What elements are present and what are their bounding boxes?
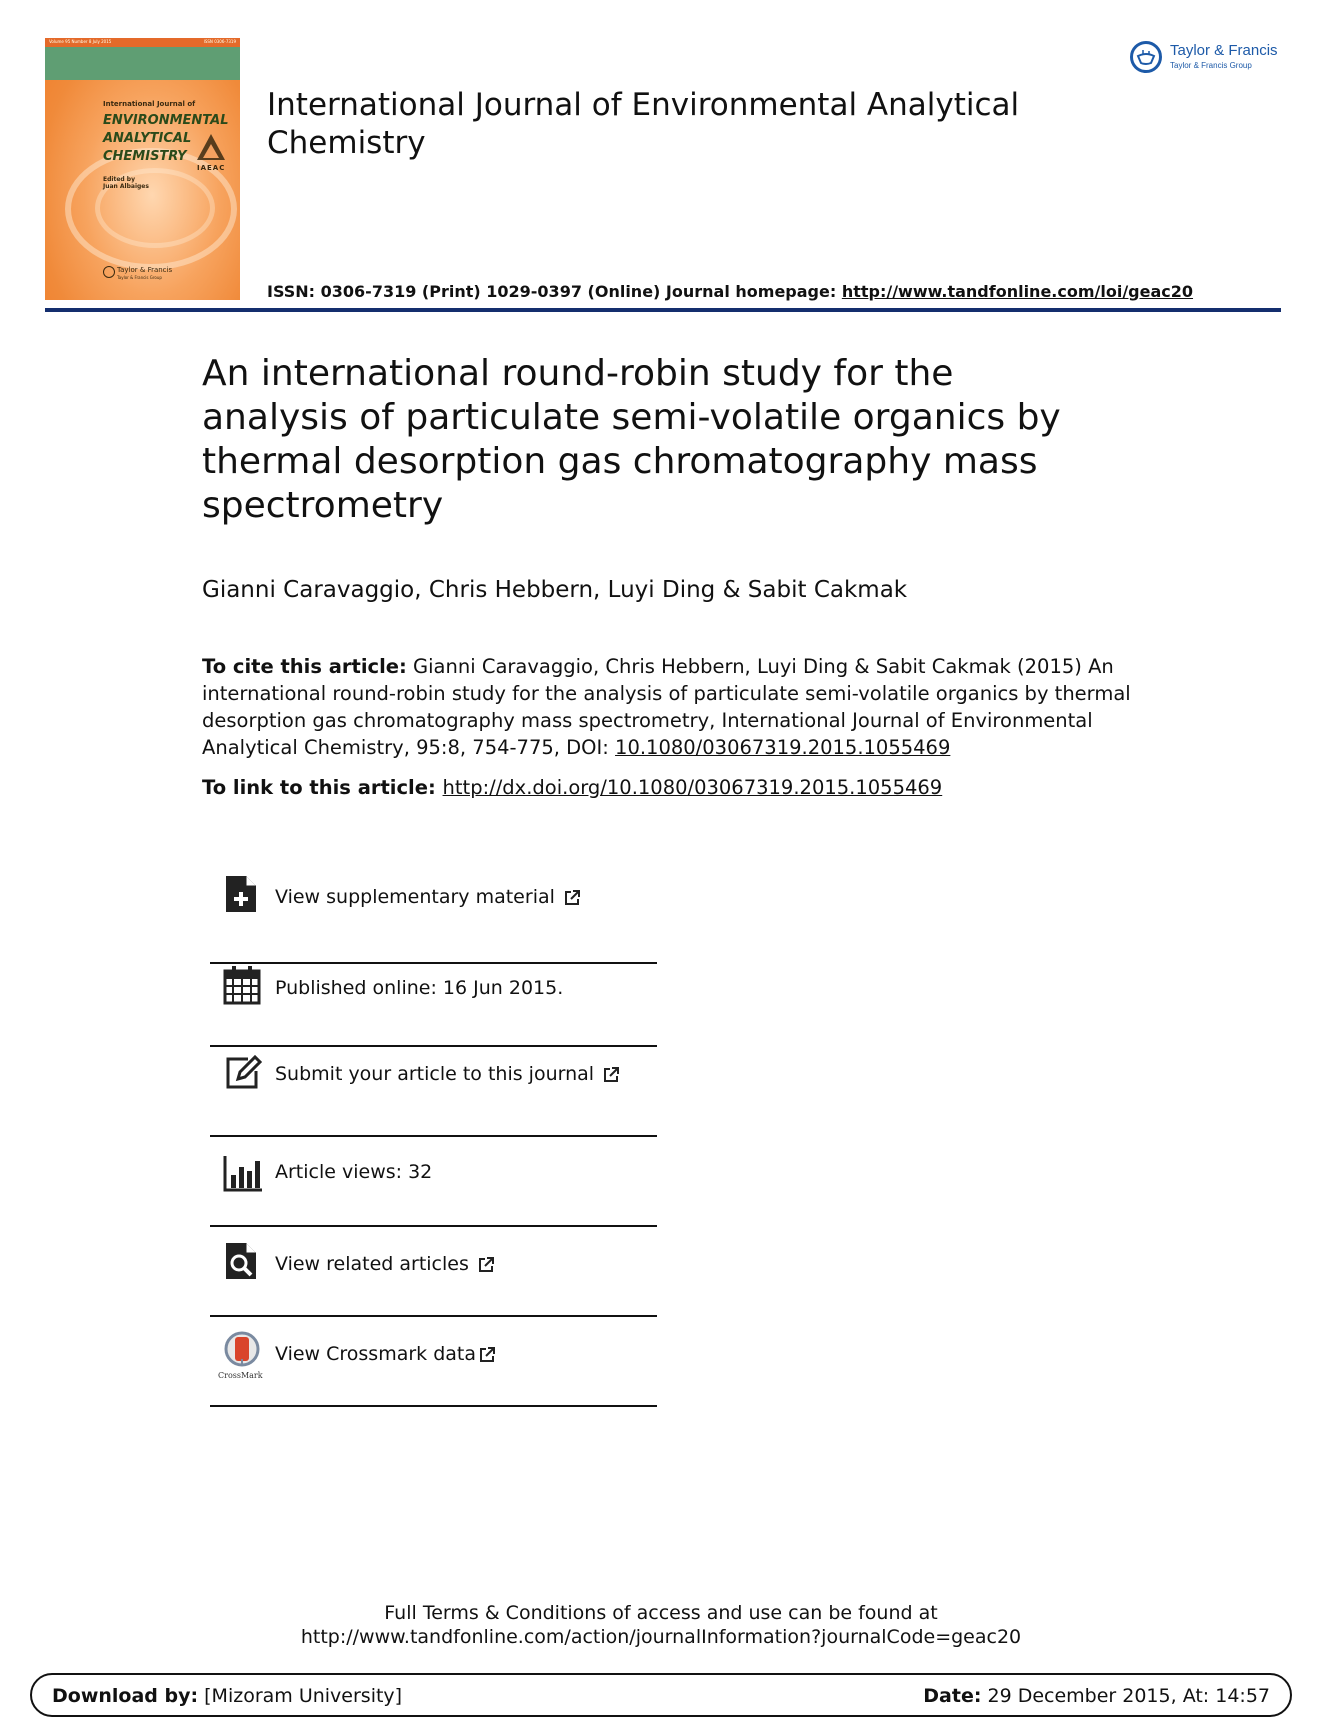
info-item-label: [275, 1343, 496, 1365]
journal-title: International Journal of Environmental Analytical Chemistry: [267, 87, 1020, 161]
external-link-icon: [478, 1346, 496, 1364]
article-authors: Gianni Caravaggio, Chris Hebbern, Luyi Ding & Sabit Cakmak: [202, 577, 908, 603]
info-item-supplementary[interactable]: [210, 874, 657, 964]
cover-publisher: Taylor & Francis: [117, 266, 173, 274]
article-link-line: [202, 776, 942, 799]
cover-title-small: International Journal of: [103, 100, 196, 108]
cover-band-issn: ISSN 0306-7319: [203, 39, 236, 44]
cover-editor: Edited by Juan Albaiges: [103, 176, 149, 190]
cover-publisher-sub: Taylor & Francis Group: [117, 275, 162, 280]
info-item-label: [275, 1253, 495, 1275]
info-item-label: [275, 1063, 620, 1085]
external-link-icon: [563, 889, 581, 907]
date-label: Date:: [923, 1685, 982, 1707]
external-link-icon: [602, 1066, 620, 1084]
info-item-crossmark[interactable]: [210, 1317, 657, 1407]
file-plus-icon: [222, 874, 262, 914]
journal-cover-image: [45, 38, 240, 300]
citation-block: [202, 653, 1142, 761]
terms-notice: [0, 1601, 1322, 1649]
header-divider: [45, 308, 1281, 312]
info-item-submit[interactable]: [210, 1047, 657, 1137]
supplementary-label: View supplementary material: [275, 886, 555, 908]
article-title: An international round-robin study for the analysis of particulate semi-volatile organics by thermal desorption gas chromatography mass spectrometry: [202, 353, 1061, 526]
cover-org: IAEAC: [197, 164, 226, 172]
link-label: To link to this article:: [202, 776, 443, 799]
download-by: [52, 1685, 402, 1707]
search-document-icon: [222, 1241, 262, 1281]
cite-label: To cite this article:: [202, 655, 407, 678]
info-item-published: [210, 957, 657, 1047]
download-date: [923, 1685, 1270, 1707]
info-item-related[interactable]: [210, 1227, 657, 1317]
calendar-icon: [222, 965, 262, 1005]
bar-chart-icon: [222, 1153, 262, 1193]
info-item-label: [275, 886, 581, 908]
download-info-bar: [30, 1673, 1292, 1717]
info-divider: [210, 1405, 657, 1407]
iaeac-logo-inner: [203, 144, 219, 158]
submit-label: Submit your article to this journal: [275, 1063, 595, 1085]
info-item-views: [210, 1137, 657, 1227]
issn-text: ISSN: 0306-7319 (Print) 1029-0397 (Online) Journal homepage:: [267, 282, 842, 301]
cover-band: [45, 38, 240, 80]
cover-band-text: Volume 95 Number 8 July 2015: [49, 39, 112, 44]
terms-line-1: Full Terms & Conditions of access and use can be found at: [384, 1602, 938, 1624]
related-label: View related articles: [275, 1253, 469, 1275]
date-value: 29 December 2015, At: 14:57: [981, 1685, 1270, 1707]
taylor-francis-logo-icon[interactable]: [1130, 41, 1162, 73]
cite-text: Gianni Caravaggio, Chris Hebbern, Luyi Ding & Sabit Cakmak (2015) An international round-robin study for the analysis of particulate semi-volatile organics by thermal desorption gas chromatography mass spectrometry, International Journal of Environmental Analytical Chemistry, 95:8, 754-775, DOI:: [202, 655, 1131, 759]
journal-homepage-link[interactable]: http://www.tandfonline.com/loi/geac20: [841, 282, 1194, 301]
edit-icon: [222, 1053, 262, 1093]
article-doi-url-link[interactable]: http://dx.doi.org/10.1080/03067319.2015.1055469: [442, 776, 943, 799]
download-value: [Mizoram University]: [198, 1685, 403, 1707]
terms-url-link[interactable]: http://www.tandfonline.com/action/journalInformation?journalCode=geac20: [300, 1626, 1022, 1648]
cover-publisher-logo-icon: [103, 266, 115, 278]
crossmark-label: View Crossmark data: [275, 1343, 477, 1365]
download-label: Download by:: [52, 1685, 199, 1707]
views-label: Article views: 32: [275, 1161, 433, 1183]
crossmark-caption: CrossMark: [218, 1371, 263, 1380]
external-link-icon: [477, 1256, 495, 1274]
publisher-group: Taylor & Francis Group: [1170, 61, 1252, 70]
doi-link[interactable]: 10.1080/03067319.2015.1055469: [615, 736, 951, 759]
publisher-name: Taylor & Francis: [1170, 42, 1278, 59]
cover-title-main: ENVIRONMENTAL ANALYTICAL CHEMISTRY: [103, 113, 229, 164]
published-label: Published online: 16 Jun 2015.: [275, 977, 564, 999]
issn-line: [267, 282, 1193, 301]
